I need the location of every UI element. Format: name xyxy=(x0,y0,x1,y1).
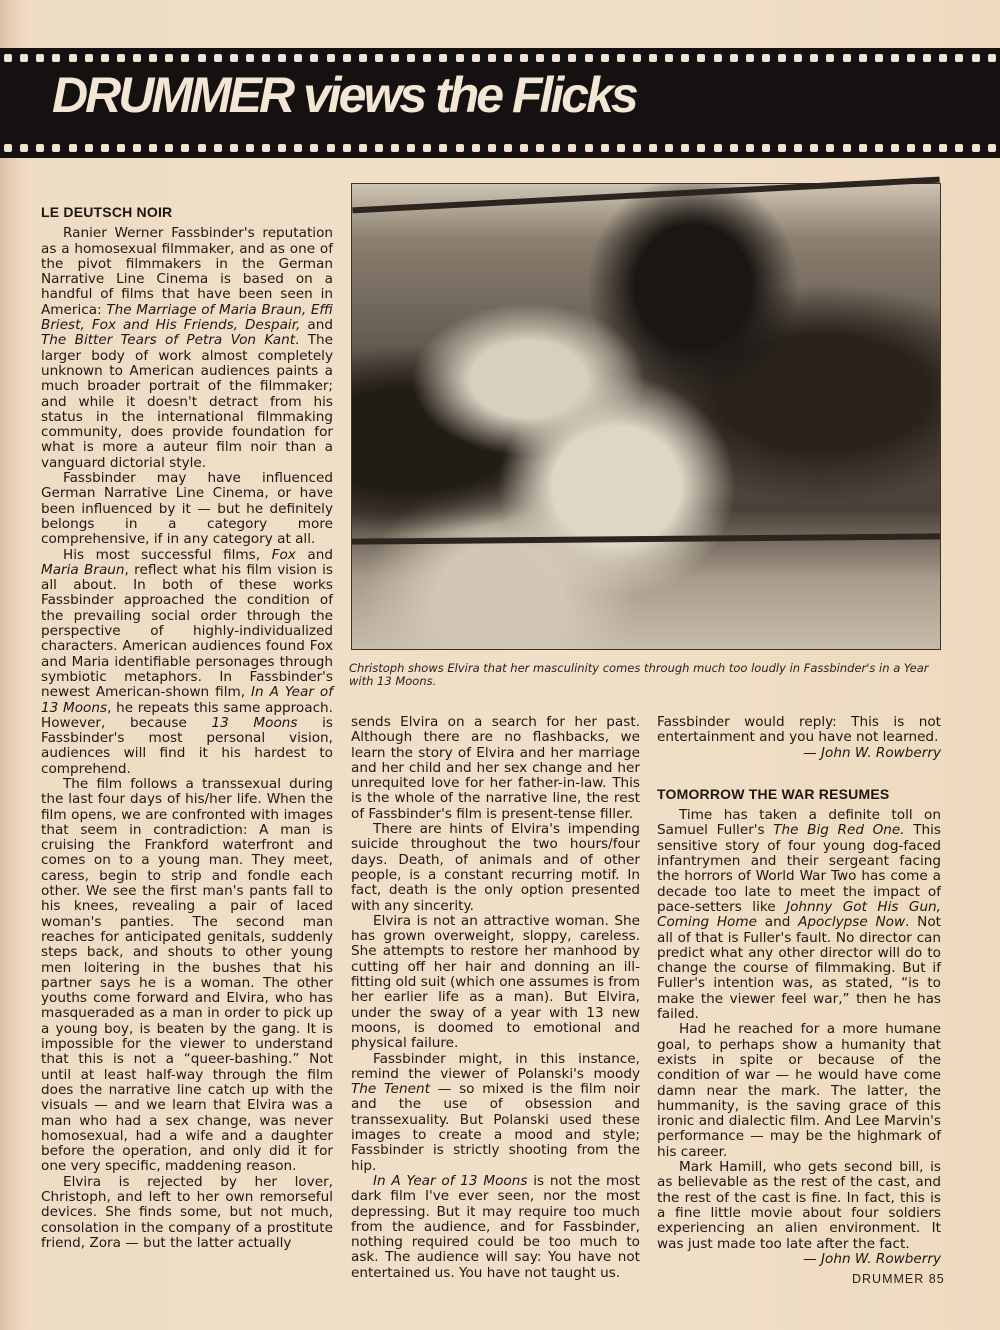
perforation-hole xyxy=(52,54,60,62)
perforation-hole xyxy=(697,54,705,62)
perforation-hole xyxy=(149,54,157,62)
paragraph: Fassbinder might, in this instance, remind the viewer of Polanski's moody The Tenent — so mixed is the film noir and the use of obsession and transsexuality. But Polanski used these images to create a mood and style; Fassbinder is strictly shooting from the hip. xyxy=(351,1050,640,1174)
perforation-hole xyxy=(472,54,480,62)
paragraph: Time has taken a definite toll on Samuel Fuller's The Big Red One. This sensitive story of four young dog-faced infantrymen and their sergeant facing the horrors of World War Two has come a decade too late to meet the impact of pace-setters like Johnny Got His Gun, Coming Home and Apoclypse Now. Not all of that is Fuller's fault. No director can predict what any other director will do to change the course of filmmaking. But if Fuller's intention was, as stated, “is to make the viewer feel war,” then he has failed. xyxy=(657,807,941,1023)
perforation-hole xyxy=(294,144,302,152)
perforation-hole xyxy=(133,144,141,152)
perforation-hole xyxy=(504,54,512,62)
perforation-hole xyxy=(214,54,222,62)
perforation-hole xyxy=(278,54,286,62)
perforation-hole xyxy=(391,54,399,62)
film-perforations-bottom xyxy=(4,144,996,152)
perforation-hole xyxy=(568,54,576,62)
perforation-hole xyxy=(439,54,447,62)
perforation-hole xyxy=(988,144,996,152)
perforation-hole xyxy=(310,144,318,152)
perforation-hole xyxy=(278,144,286,152)
perforation-hole xyxy=(504,144,512,152)
perforation-hole xyxy=(907,54,915,62)
byline: — John W. Rowberry xyxy=(803,744,941,761)
perforation-hole xyxy=(36,54,44,62)
perforation-hole xyxy=(843,54,851,62)
perforation-hole xyxy=(762,144,770,152)
column-2 xyxy=(351,715,640,1281)
perforation-hole xyxy=(730,54,738,62)
perforation-hole xyxy=(665,144,673,152)
perforation-hole xyxy=(165,144,173,152)
perforation-hole xyxy=(617,144,625,152)
perforation-hole xyxy=(697,144,705,152)
perforation-hole xyxy=(988,54,996,62)
perforation-hole xyxy=(859,144,867,152)
perforation-hole xyxy=(810,54,818,62)
perforation-hole xyxy=(36,144,44,152)
perforation-hole xyxy=(4,54,12,62)
perforation-hole xyxy=(20,144,28,152)
perforation-hole xyxy=(117,54,125,62)
perforation-hole xyxy=(198,54,206,62)
perforation-hole xyxy=(778,144,786,152)
perforation-hole xyxy=(875,144,883,152)
perforation-hole xyxy=(810,144,818,152)
perforation-hole xyxy=(246,144,254,152)
perforation-hole xyxy=(149,144,157,152)
perforation-hole xyxy=(520,144,528,152)
paragraph: sends Elvira on a search for her past. Although there are no flashbacks, we learn the story of Elvira and her marriage and her child and her sex change and her unrequited love for her father-in-law. This is the whole of the narrative line, the rest of Fassbinder's film is present-tense filler. xyxy=(351,714,640,822)
perforation-hole xyxy=(552,144,560,152)
perforation-hole xyxy=(246,54,254,62)
perforation-hole xyxy=(310,54,318,62)
perforation-hole xyxy=(730,144,738,152)
perforation-hole xyxy=(552,54,560,62)
perforation-hole xyxy=(520,54,528,62)
perforation-hole xyxy=(262,144,270,152)
page-folio: DRUMMER 85 xyxy=(852,1272,945,1286)
mirror-frame-bottom xyxy=(352,533,940,544)
perforation-hole xyxy=(649,144,657,152)
paragraph: Had he reached for a more humane goal, to perhaps show a humanity that exists in spite or because of the condition of war — he would have come damn near the mark. The latter, the hummanity, is the saving grace of this ironic and dialectic film. And Lee Marvin's performance — may be the highmark of his career. xyxy=(657,1021,941,1160)
perforation-hole xyxy=(230,144,238,152)
perforation-hole xyxy=(327,54,335,62)
perforation-hole xyxy=(230,54,238,62)
article-heading-war-resumes: TOMORROW THE WAR RESUMES xyxy=(657,785,890,802)
perforation-hole xyxy=(20,54,28,62)
article-heading-deutsch-noir: LE DEUTSCH NOIR xyxy=(41,204,173,220)
paragraph: In A Year of 13 Moons is not the most dark film I've ever seen, nor the most depressing. But it may require too much from the audience, and for Fassbinder, nothing required could be too much to ask. The audience will say: You have not entertained us. You have not taught us. xyxy=(351,1172,640,1281)
perforation-hole xyxy=(633,144,641,152)
paragraph: His most successful films, Fox and Maria Braun, reflect what his film vision is all about. In both of these works Fassbinder approached the condition of the prevailing social order through the perspective of highly-individualized characters. American audiences found Fox and Maria identifiable personages through symbiotic metaphors. In Fassbinder's newest American-shown film, In A Year of 13 Moons, he repeats this same approach. However, because 13 Moons is Fassbinder's most personal vision, audiences will find it his hardest to comprehend. xyxy=(41,546,333,777)
paragraph: The film follows a transsexual during the last four days of his/her life. When the film opens, we are confronted with images that seem in contradiction: A man is cruising the Frankford waterfront and comes on to a young man. They meet, caress, begin to strip and fondle each other. We see the first man's pants fall to his knees, revealing a pair of laced woman's panties. The second man reaches for anticipated genitals, suddenly steps back, and shouts to other young men loitering in the bushes that his partner says he is a woman. The other youths come forward and Elvira, who has masqueraded as a man in order to pick up a young boy, is beaten by the gang. It is impossible for the viewer to understand that this is not a “queer-bashing.” Not until at least half-way through the film does the narrative line catch up with the visuals — and we learn that Elvira was a man who had a sex change, was never homosexual, had a wife and a daughter before the operation, and only did it for one very specific, maddening reason. xyxy=(41,775,333,1175)
perforation-hole xyxy=(456,54,464,62)
perforation-hole xyxy=(407,144,415,152)
perforation-hole xyxy=(826,54,834,62)
perforation-hole xyxy=(343,144,351,152)
paragraph: Fassbinder would reply: This is not entertainment and you have not learned. xyxy=(657,714,941,746)
perforation-hole xyxy=(875,54,883,62)
perforation-hole xyxy=(939,54,947,62)
perforation-hole xyxy=(762,54,770,62)
perforation-hole xyxy=(359,54,367,62)
byline: — John W. Rowberry xyxy=(803,1250,941,1267)
perforation-hole xyxy=(133,54,141,62)
perforation-hole xyxy=(456,144,464,152)
perforation-hole xyxy=(52,144,60,152)
film-perforations-top xyxy=(4,54,996,62)
perforation-hole xyxy=(472,144,480,152)
perforation-hole xyxy=(746,54,754,62)
perforation-hole xyxy=(794,144,802,152)
paragraph: Elvira is rejected by her lover, Christoph, and left to her own remorseful devices. She finds some, but not much, consolation in the company of a prostitute friend, Zora — but the latter actually xyxy=(41,1173,333,1251)
perforation-hole xyxy=(101,54,109,62)
perforation-hole xyxy=(843,144,851,152)
film-still-photo xyxy=(351,183,941,650)
perforation-hole xyxy=(972,54,980,62)
perforation-hole xyxy=(181,54,189,62)
perforation-hole xyxy=(859,54,867,62)
perforation-hole xyxy=(955,54,963,62)
paragraph: Ranier Werner Fassbinder's reputation as a homosexual filmmaker, and as one of the pivot filmmakers in the German Narrative Line Cinema is based on a handful of films that have been seen in America: The Marriage of Maria Braun, Effi Briest, Fox and His Friends, Despair, and The Bitter Tears of Petra Von Kant. The larger body of work almost completely unknown to American audiences paints a much broader portrait of the filmmaker; and while it doesn't detract from his status in the international filmmaking community, does provide foundation for what is more a auteur film noir than a vanguard dictorial style. xyxy=(41,225,333,471)
perforation-hole xyxy=(262,54,270,62)
perforation-hole xyxy=(294,54,302,62)
perforation-hole xyxy=(391,144,399,152)
perforation-hole xyxy=(69,144,77,152)
mirror-frame-top xyxy=(352,177,940,214)
perforation-hole xyxy=(633,54,641,62)
perforation-hole xyxy=(439,144,447,152)
perforation-hole xyxy=(601,144,609,152)
perforation-hole xyxy=(198,144,206,152)
perforation-hole xyxy=(665,54,673,62)
perforation-hole xyxy=(891,54,899,62)
perforation-hole xyxy=(617,54,625,62)
perforation-hole xyxy=(681,54,689,62)
perforation-hole xyxy=(423,144,431,152)
perforation-hole xyxy=(375,54,383,62)
perforation-hole xyxy=(923,54,931,62)
paragraph: Mark Hamill, who gets second bill, is as believable as the rest of the cast, and the rest of the cast is fine. In fact, this is a fine little movie about four soldiers experiencing an alien environment. It was just made too late after the fact. xyxy=(657,1159,941,1252)
perforation-hole xyxy=(488,54,496,62)
paragraph: Fassbinder may have influenced German Narrative Line Cinema, or have been influenced by it — but he definitely belongs in a category more comprehensive, if in any category at all. xyxy=(41,470,333,548)
perforation-hole xyxy=(69,54,77,62)
perforation-hole xyxy=(536,54,544,62)
perforation-hole xyxy=(778,54,786,62)
perforation-hole xyxy=(181,144,189,152)
perforation-hole xyxy=(4,144,12,152)
perforation-hole xyxy=(907,144,915,152)
perforation-hole xyxy=(375,144,383,152)
perforation-hole xyxy=(568,144,576,152)
paragraph: There are hints of Elvira's impending suicide throughout the two hours/four days. Death, of animals and of other people, is a constant recurring motif. In fact, death is the only option presented with any sincerity. xyxy=(351,821,640,914)
perforation-hole xyxy=(359,144,367,152)
perforation-hole xyxy=(85,54,93,62)
perforation-hole xyxy=(585,144,593,152)
perforation-hole xyxy=(714,144,722,152)
perforation-hole xyxy=(536,144,544,152)
column-1 xyxy=(41,205,333,1251)
perforation-hole xyxy=(939,144,947,152)
perforation-hole xyxy=(585,54,593,62)
perforation-hole xyxy=(407,54,415,62)
paragraph: Elvira is not an attractive woman. She has grown overweight, sloppy, careless. She attempts to restore her manhood by cutting off her hair and donning an ill-fitting old suit (which one assumes is from her earlier life as a man). But Elvira, under the sway of a year with 13 new moons, is doomed to emotional and physical failure. xyxy=(351,912,640,1052)
perforation-hole xyxy=(923,144,931,152)
perforation-hole xyxy=(972,144,980,152)
perforation-hole xyxy=(85,144,93,152)
perforation-hole xyxy=(891,144,899,152)
perforation-hole xyxy=(681,144,689,152)
photo-caption: Christoph shows Elvira that her masculinity comes through much too loudly in Fassbinder's in a Year with 13 Moons. xyxy=(349,661,929,688)
perforation-hole xyxy=(117,144,125,152)
perforation-hole xyxy=(955,144,963,152)
perforation-hole xyxy=(714,54,722,62)
perforation-hole xyxy=(327,144,335,152)
perforation-hole xyxy=(746,144,754,152)
perforation-hole xyxy=(794,54,802,62)
perforation-hole xyxy=(214,144,222,152)
perforation-hole xyxy=(101,144,109,152)
perforation-hole xyxy=(601,54,609,62)
perforation-hole xyxy=(343,54,351,62)
masthead-banner xyxy=(0,48,1000,158)
perforation-hole xyxy=(423,54,431,62)
perforation-hole xyxy=(649,54,657,62)
perforation-hole xyxy=(826,144,834,152)
column-3 xyxy=(657,715,941,1267)
perforation-hole xyxy=(165,54,173,62)
perforation-hole xyxy=(488,144,496,152)
section-title: DRUMMER views the Flicks xyxy=(52,67,636,123)
